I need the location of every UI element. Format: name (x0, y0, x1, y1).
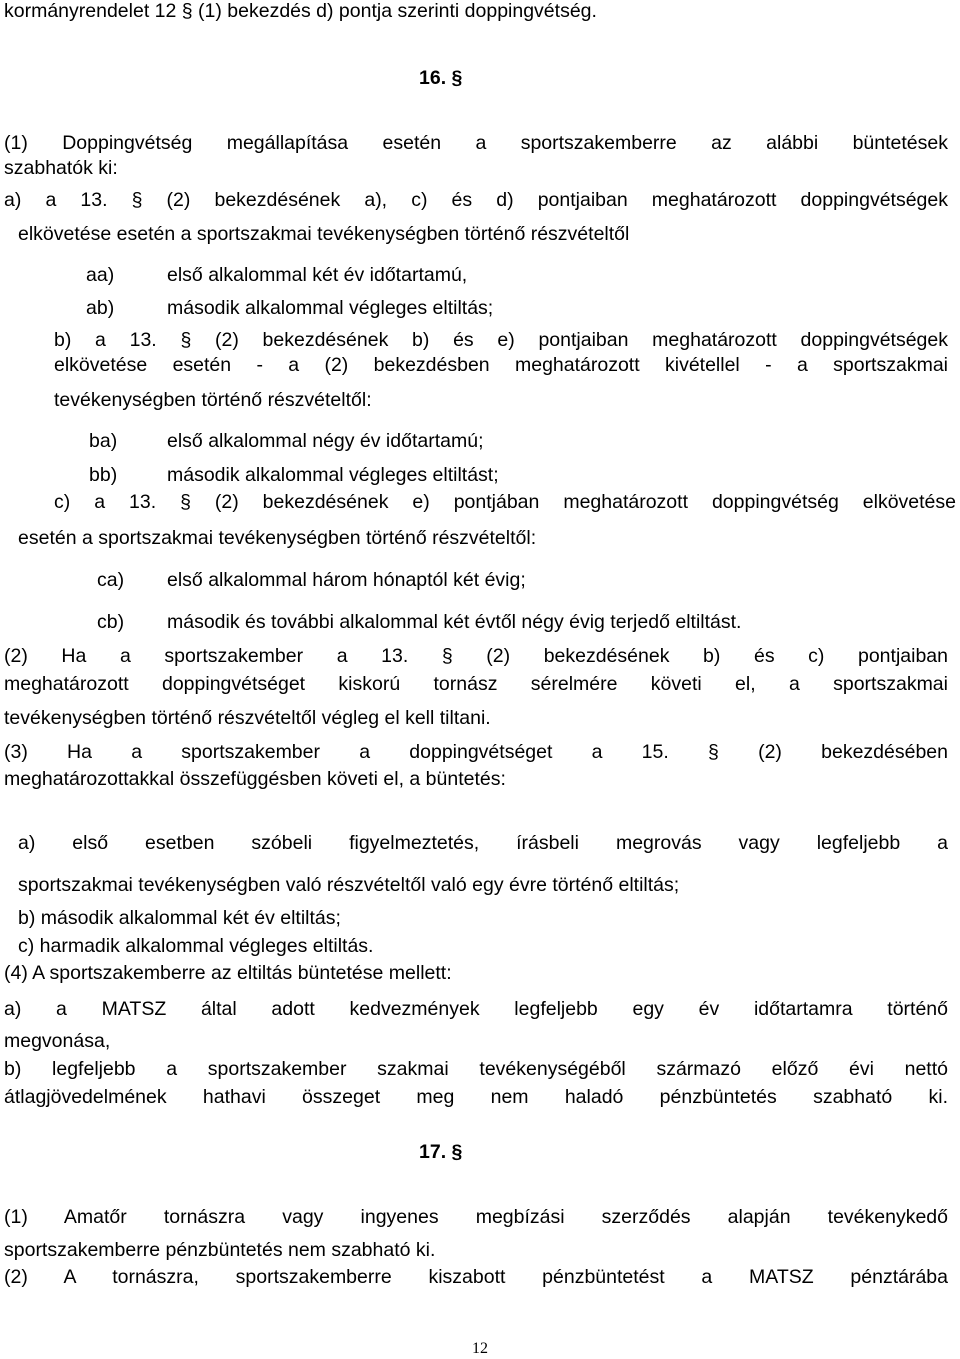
line-text: c) a 13. § (2) bekezdésének e) pontjában meghatározott doppingvétség elkövetése (54, 491, 956, 513)
line-text: meghatározottakkal összefüggésben követi el, a büntetés: (4, 768, 506, 790)
line-text: esetén a sportszakmai tevékenységben történő részvételtől: (18, 527, 537, 549)
section-heading: 17. § (419, 1141, 463, 1163)
line-text: a) a MATSZ által adott kedvezmények legfeljebb egy év időtartamra történő (4, 998, 948, 1020)
list-item-label: cb) (97, 611, 125, 633)
list-item-text: második és további alkalommal két évtől négy évig terjedő eltiltást. (167, 611, 742, 633)
list-item-text: első alkalommal négy év időtartamú; (167, 430, 484, 452)
line-text: tevékenységben történő részvételtől végleg el kell tiltani. (4, 707, 491, 729)
line-text: átlagjövedelmének hathavi összeget meg nem haladó pénzbüntetés szabható ki. (4, 1086, 948, 1108)
list-item-text: második alkalommal végleges eltiltás; (167, 297, 494, 319)
line-text: kormányrendelet 12 § (1) bekezdés d) pontja szerinti doppingvétség. (4, 0, 597, 22)
line-text: sportszakmai tevékenységben való részvételtől való egy évre történő eltiltás; (18, 874, 680, 896)
line-text: tevékenységben történő részvételtől: (54, 389, 372, 411)
line-text: b) a 13. § (2) bekezdésének b) és e) pontjaiban meghatározott doppingvétségek (54, 329, 948, 351)
line-text: (2) Ha a sportszakember a 13. § (2) bekezdésének b) és c) pontjaiban (4, 645, 948, 667)
line-text: sportszakemberre pénzbüntetés nem szabható ki. (4, 1239, 436, 1261)
line-text: elkövetése esetén - a (2) bekezdésben meghatározott kivétellel - a sportszakmai (54, 354, 948, 376)
list-item-label: aa) (86, 264, 115, 286)
list-item-label: bb) (89, 464, 118, 486)
line-text: (2) A tornászra, sportszakemberre kiszabott pénzbüntetést a MATSZ pénztárába (4, 1266, 948, 1288)
list-item-label: ca) (97, 569, 125, 591)
line-text: a) a 13. § (2) bekezdésének a), c) és d) pontjaiban meghatározott doppingvétségek (4, 189, 948, 211)
list-item-text: első alkalommal két év időtartamú, (167, 264, 468, 286)
line-text: meghatározott doppingvétséget kiskorú tornász sérelmére követi el, a sportszakmai (4, 673, 948, 695)
line-text: (1) Amatőr tornászra vagy ingyenes megbízási szerződés alapján tevékenykedő (4, 1206, 948, 1228)
list-item-text: első alkalommal három hónaptól két évig; (167, 569, 526, 591)
line-text: b) második alkalommal két év eltiltás; (18, 907, 341, 929)
line-text: megvonása, (4, 1030, 111, 1052)
line-text: szabhatók ki: (4, 157, 118, 179)
line-text: c) harmadik alkalommal végleges eltiltás. (18, 935, 374, 957)
line-text: a) első esetben szóbeli figyelmeztetés, írásbeli megrovás vagy legfeljebb a (18, 832, 948, 854)
section-heading: 16. § (419, 67, 463, 89)
line-text: (3) Ha a sportszakember a doppingvétséget a 15. § (2) bekezdésében (4, 741, 948, 763)
line-text: (4) A sportszakemberre az eltiltás büntetése mellett: (4, 962, 452, 984)
list-item-label: ab) (86, 297, 115, 319)
list-item-text: második alkalommal végleges eltiltást; (167, 464, 499, 486)
line-text: b) legfeljebb a sportszakember szakmai tevékenységéből származó előző évi nettó (4, 1058, 948, 1080)
line-text: (1) Doppingvétség megállapítása esetén a sportszakemberre az alábbi büntetések (4, 132, 948, 154)
page-number: 12 (472, 1340, 488, 1357)
line-text: elkövetése esetén a sportszakmai tevékenységben történő részvételtől (18, 223, 630, 245)
list-item-label: ba) (89, 430, 118, 452)
